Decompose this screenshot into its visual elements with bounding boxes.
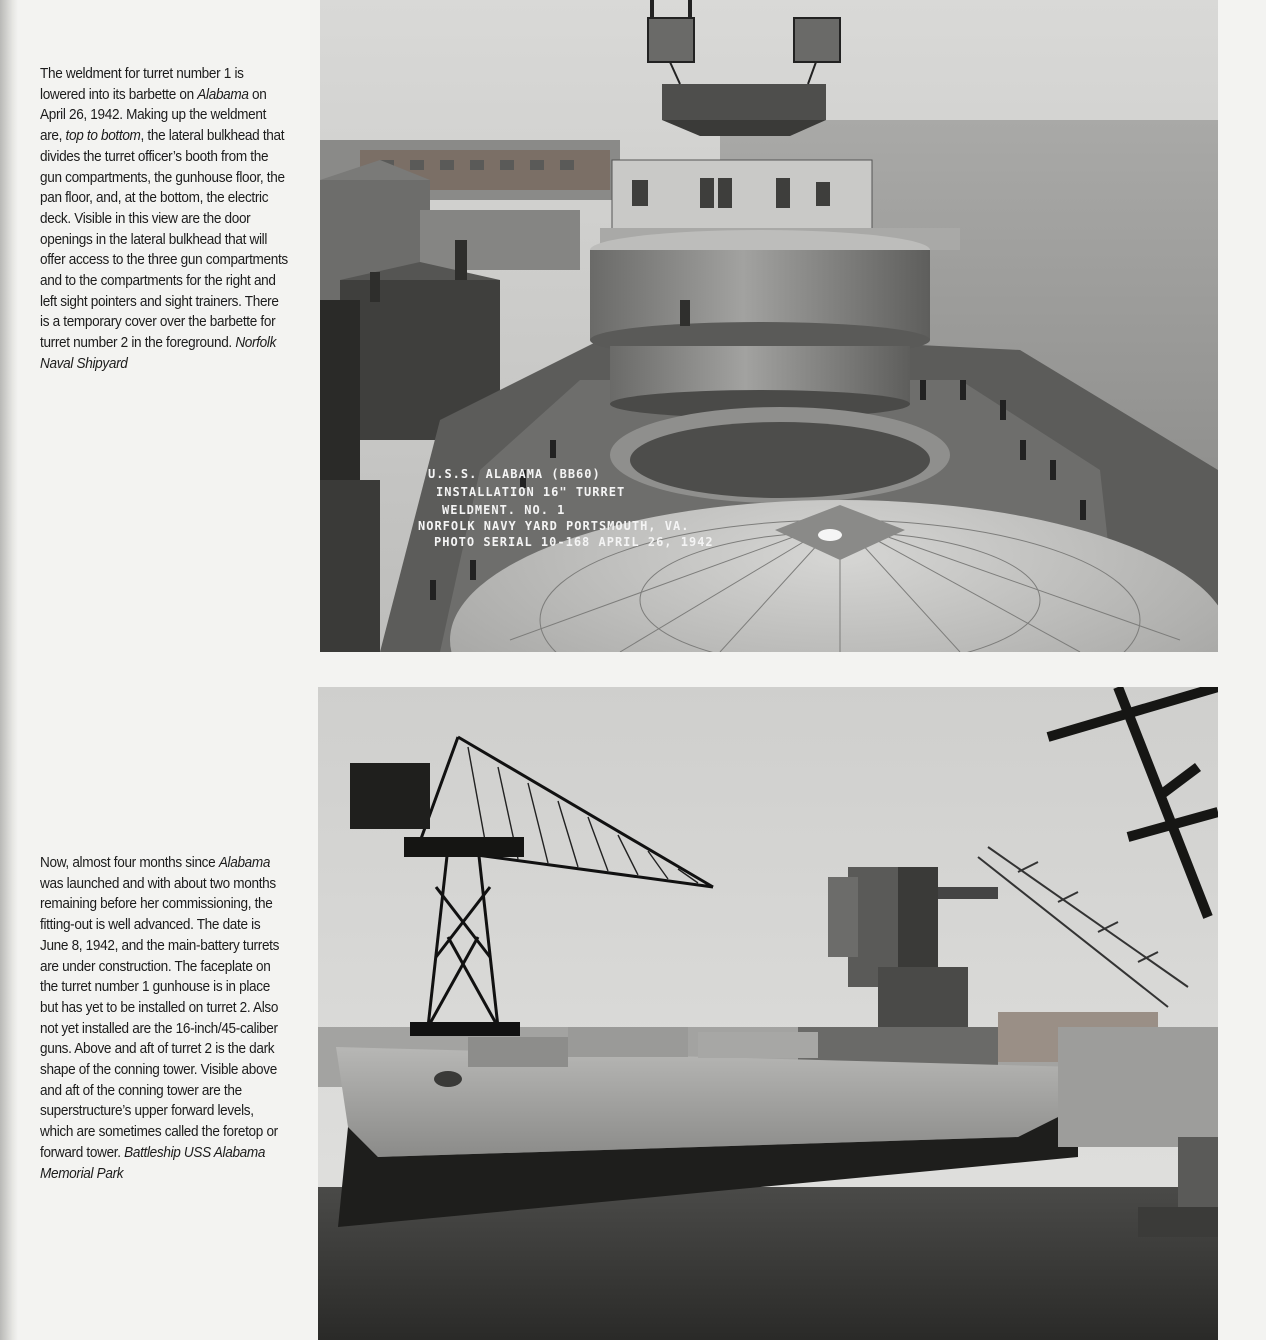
plate-line: INSTALLATION 16" TURRET bbox=[436, 485, 626, 499]
caption-text: on April 26, 1942. Making up the weldment are, bbox=[40, 86, 267, 145]
photo-turret-weldment-image bbox=[320, 0, 1218, 652]
caption-text: was launched and with about two months remaining before her commissioning, the fitting-out is well advanced. The date is June 8, 1942, and the main-battery turrets are under construction. The faceplate on the turret number 1 gunhouse is in place but has yet to be installed on turret 2. Also not yet installed are the 16-inch/45-caliber guns. Above and aft of turret 2 is the dark shape of the conning tower. Visible above and aft of the conning tower are the superstructure’s upper forward levels, which are sometimes called the foretop or forward tower. bbox=[40, 875, 280, 1161]
caption-text: , the lateral bulkhead that divides the turret officer’s booth from the gun compartments, the gunhouse floor, the pan floor, and, at the bottom, the electric deck. Visible in this view are the door openings in the lateral bulkhead that will offer access to the three gun compartments and to the compartments for the right and left sight pointers and sight trainers. There is a temporary cover over the barbette for turret number 2 in the foreground. bbox=[40, 128, 288, 352]
plate-line: NORFOLK NAVY YARD PORTSMOUTH, VA. bbox=[418, 519, 690, 533]
caption-text: Now, almost four months since bbox=[40, 855, 219, 871]
ship-name: Alabama bbox=[197, 86, 249, 103]
caption-top bbox=[40, 64, 289, 375]
plate-line: WELDMENT. NO. 1 bbox=[442, 503, 566, 517]
plate-line: U.S.S. ALABAMA (BB60) bbox=[428, 467, 601, 481]
ship-name: Alabama bbox=[218, 855, 271, 871]
caption-emphasis: top to bottom bbox=[65, 128, 141, 145]
photo-turret-weldment bbox=[320, 0, 1218, 652]
photo-fitting-out bbox=[318, 687, 1218, 1340]
photo-credit: Norfolk Naval Shipyard bbox=[40, 335, 277, 372]
photo-credit: Battleship USS Alabama Memorial Park bbox=[40, 1144, 266, 1182]
page-gutter-shadow bbox=[0, 0, 18, 1340]
photo-fitting-out-image bbox=[318, 687, 1218, 1340]
caption-bottom bbox=[40, 853, 289, 1184]
plate-line: PHOTO SERIAL 10-168 APRIL 26, 1942 bbox=[434, 535, 714, 549]
caption-text: The weldment for turret number 1 is lowered into its barbette on bbox=[40, 66, 244, 103]
